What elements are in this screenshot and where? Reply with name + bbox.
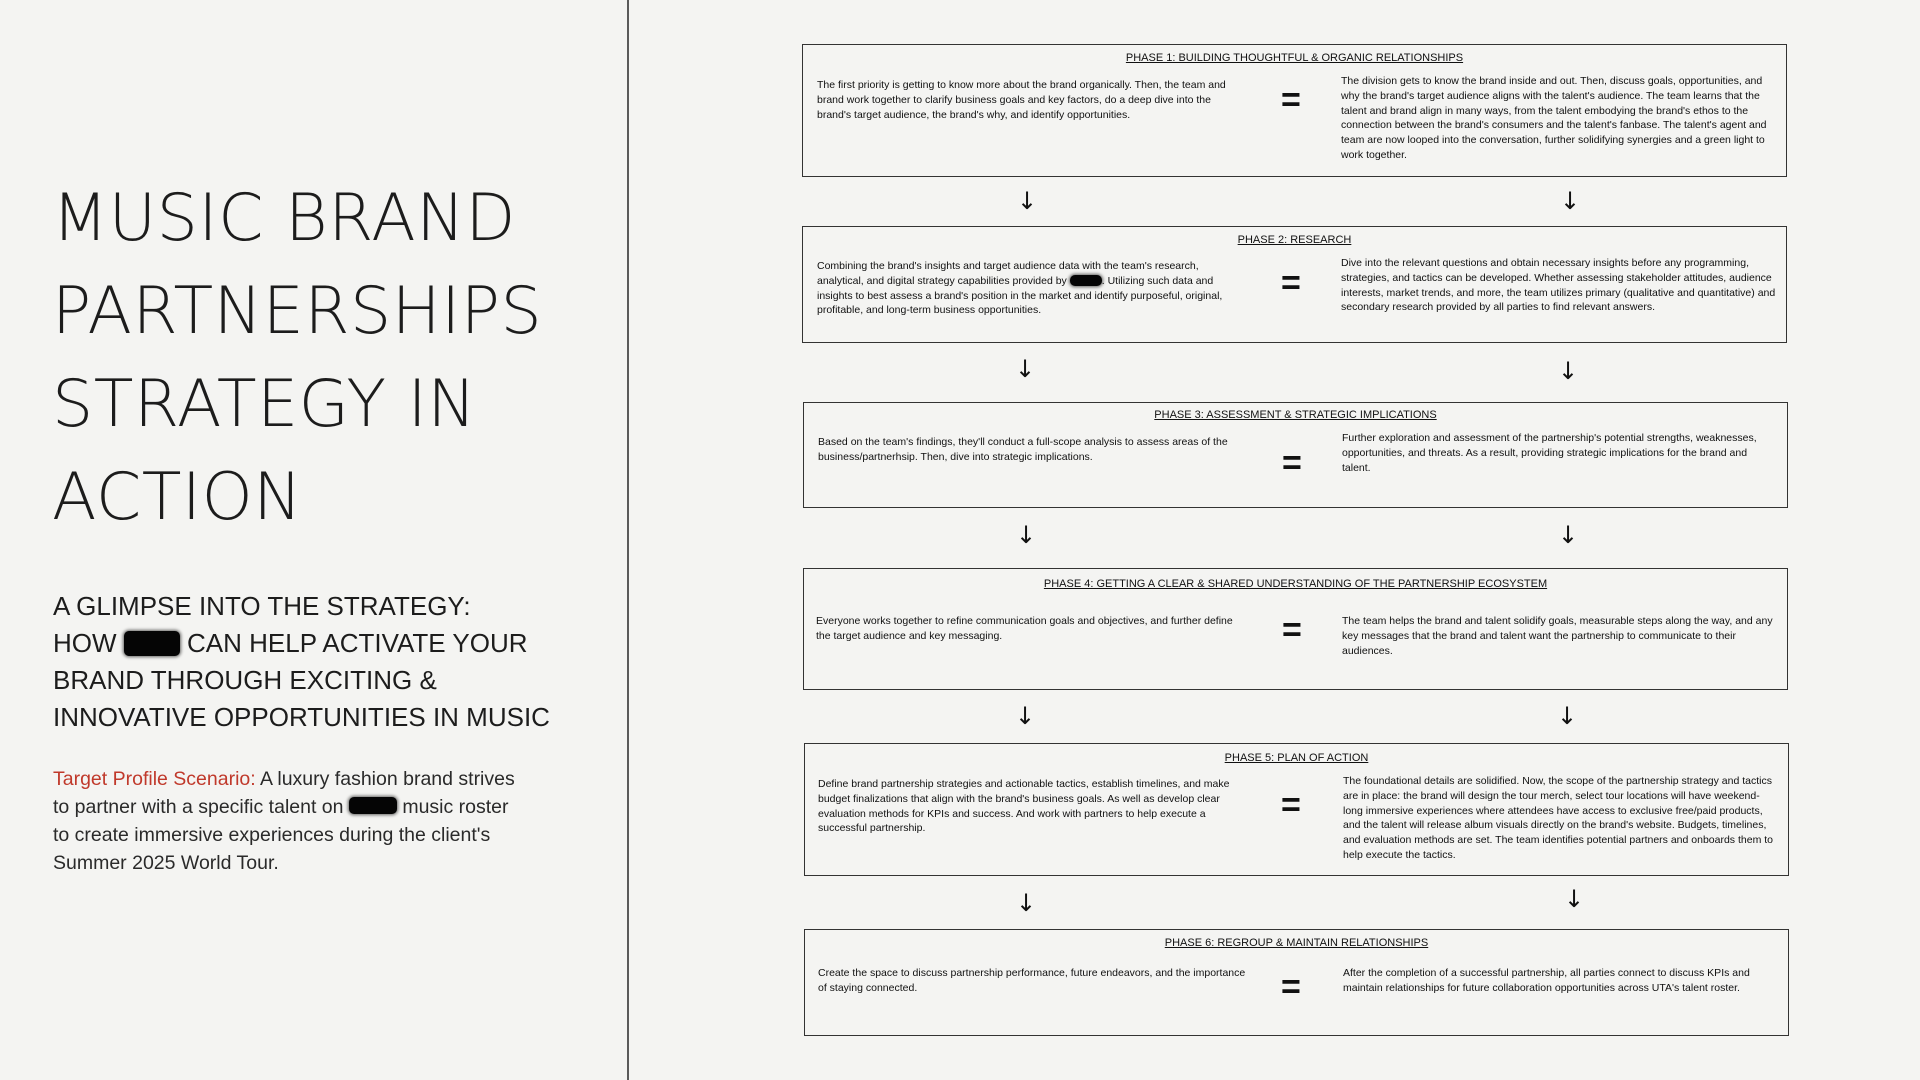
scenario-text: to partner with a specific talent on — [53, 796, 344, 818]
scenario-text: A luxury fashion brand strives — [255, 768, 515, 790]
phase-title: PHASE 3: ASSESSMENT & STRATEGIC IMPLICATIONS — [1154, 409, 1437, 421]
phase-left-text: Everyone works together to refine communication goals and objectives, and further define the target audience and key messaging. — [816, 615, 1233, 642]
down-arrow-icon: ↓ — [1015, 355, 1036, 383]
equals-sign: = — [1281, 81, 1301, 119]
phase-title: PHASE 2: RESEARCH — [1237, 234, 1352, 246]
phase-box — [802, 226, 1787, 343]
scenario-text: Summer 2025 World Tour. — [53, 852, 279, 874]
scenario-text: to create immersive experiences during the client's — [53, 824, 491, 846]
left-panel — [0, 0, 627, 1080]
subtitle — [53, 588, 613, 736]
down-arrow-icon: ↓ — [1016, 521, 1037, 549]
phase-left-text — [817, 259, 1247, 318]
phase-right-text: After the completion of a successful partnership, all parties connect to discuss KPIs and maintain relationships for future collaboration opportunities across UTA's talent roster. — [1343, 967, 1750, 994]
redaction-block — [1070, 275, 1102, 286]
equals-sign: = — [1282, 611, 1302, 649]
scenario-label: Target Profile Scenario: — [53, 768, 256, 790]
down-arrow-icon: ↓ — [1564, 885, 1585, 913]
vertical-divider — [627, 0, 629, 1080]
scenario-text: music roster — [396, 796, 509, 818]
title-line: MUSIC BRAND — [52, 181, 516, 256]
equals-sign: = — [1282, 444, 1302, 482]
subtitle-line: BRAND THROUGH EXCITING & — [53, 665, 437, 695]
subtitle-line: A GLIMPSE INTO THE STRATEGY: — [53, 591, 471, 621]
subtitle-line — [53, 625, 613, 662]
down-arrow-icon: ↓ — [1557, 702, 1578, 730]
phase-box — [802, 44, 1787, 177]
phase-right-text: The team helps the brand and talent solidify goals, measurable steps along the way, and any key messages that the brand and talent want the partnership to communicate to their audiences. — [1342, 615, 1773, 657]
phase-right-text: Dive into the relevant questions and obtain necessary insights before any programming, strategies, and tactics can be developed. Whether assessing stakeholder attitudes, audience interests, market trends, and more, the team utilizes primary (qualitative and quantitative) and secondary research provided by all parties to find relevant answers. — [1341, 257, 1776, 314]
subtitle-line: INNOVATIVE OPPORTUNITIES IN MUSIC — [53, 702, 550, 732]
phase-right-text: The division gets to know the brand inside and out. Then, discuss goals, opportunities, and why the brand's target audience aligns with the talent's audience. The team learns that the talent and brand align in many ways, from the talent embodying the brand's ethos to the connection between the brand's consumers and the talent's fanbase. The talent's agent and team are now looped into the conversation, further solidifying synergies and a green light to work together. — [1341, 75, 1767, 161]
redaction-block — [349, 797, 397, 814]
equals-sign: = — [1281, 786, 1301, 824]
page-title — [52, 172, 612, 544]
subtitle-text: CAN HELP ACTIVATE YOUR — [187, 628, 528, 658]
phase-title: PHASE 4: GETTING A CLEAR & SHARED UNDERSTANDING OF THE PARTNERSHIP ECOSYSTEM — [1043, 578, 1548, 590]
phase-left-text-part: . Utilizing such data and insights to best assess a brand's position in the market and identify purposeful, original, profitable, and long-term business opportunities. — [817, 274, 1223, 317]
phase-left-text: Create the space to discuss partnership performance, future endeavors, and the importance of staying connected. — [818, 967, 1246, 994]
phase-title: PHASE 5: PLAN OF ACTION — [1224, 752, 1369, 764]
phase-left-text: Define brand partnership strategies and actionable tactics, establish timelines, and make budget finalizations that align with the brand's business goals. As well as develop clear evaluation methods for KPIs and success. And work with partners to help execute a successful partnership. — [818, 778, 1230, 835]
scenario-paragraph — [53, 765, 573, 877]
phase-left-text: Based on the team's findings, they'll conduct a full-scope analysis to assess areas of the business/partnerhsip. Then, dive into strategic implications. — [818, 436, 1228, 463]
down-arrow-icon: ↓ — [1016, 889, 1037, 917]
phase-left-text: The first priority is getting to know more about the brand organically. Then, the team and brand work together to clarify business goals and key factors, do a deep dive into the brand's target audience, the brand's why, and identify opportunities. — [817, 79, 1226, 121]
phase-box — [804, 929, 1789, 1036]
equals-sign: = — [1281, 968, 1301, 1006]
down-arrow-icon: ↓ — [1015, 702, 1036, 730]
down-arrow-icon: ↓ — [1017, 187, 1038, 215]
phase-box — [804, 743, 1789, 876]
phase-box — [803, 568, 1788, 690]
phase-right-text: Further exploration and assessment of the partnership's potential strengths, weaknesses, opportunities, and threats. As a result, providing strategic implications for the brand and talent. — [1342, 432, 1757, 474]
phase-box — [803, 402, 1788, 508]
phase-right-text: The foundational details are solidified. Now, the scope of the partnership strategy and tactics are in place: the brand will design the tour merch, select tour locations will have weekend-long immersive experiences where attendees have access to exclusive free/paid products, and the talent will release album visuals directly on the brand's website. Budgets, timelines, and evaluation methods are set. The team identifies potential partners and onboards them to help execute the tactics. — [1343, 775, 1773, 861]
title-line: ACTION — [52, 460, 303, 535]
title-line: STRATEGY IN — [52, 367, 477, 442]
down-arrow-icon: ↓ — [1558, 521, 1579, 549]
subtitle-text: HOW — [53, 628, 117, 658]
equals-sign: = — [1281, 264, 1301, 302]
phase-title: PHASE 6: REGROUP & MAINTAIN RELATIONSHIPS — [1164, 937, 1429, 949]
title-line: PARTNERSHIPS — [52, 274, 543, 349]
down-arrow-icon: ↓ — [1558, 357, 1579, 385]
redaction-block — [124, 631, 180, 656]
down-arrow-icon: ↓ — [1560, 187, 1581, 215]
phase-left-text-part: Combining the brand's insights and target audience data with the team's research, analytical, and digital strategy capabilities provided by — [817, 260, 1199, 287]
phase-title: PHASE 1: BUILDING THOUGHTFUL & ORGANIC RELATIONSHIPS — [1125, 52, 1464, 64]
